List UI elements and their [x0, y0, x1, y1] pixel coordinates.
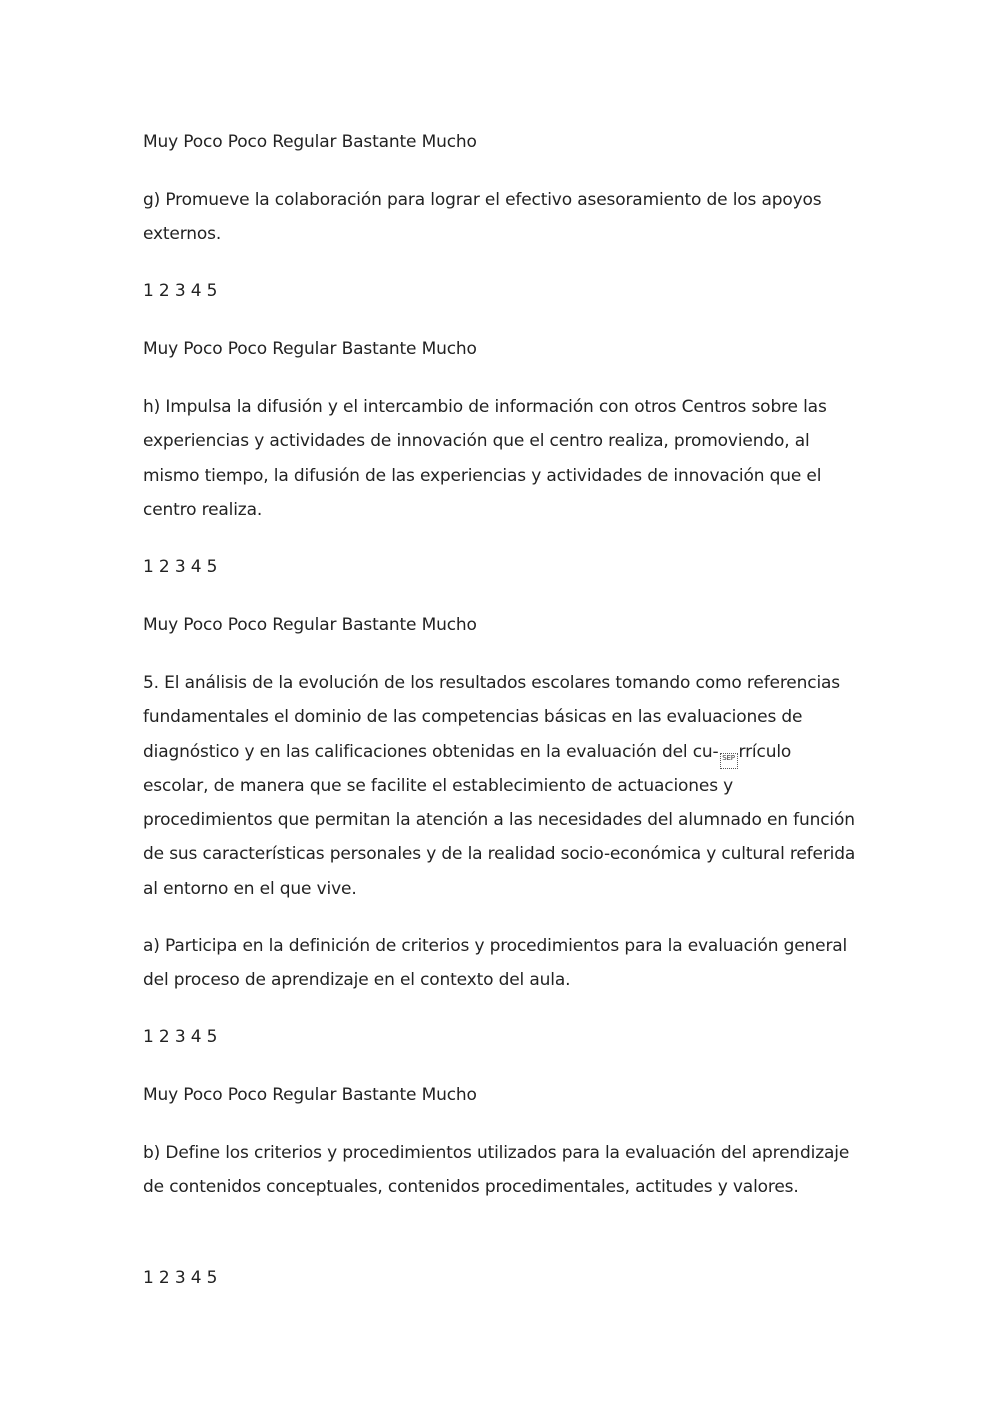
item-a-text: a) Participa en la definición de criterios y procedimientos para la evaluación general del proceso de aprendizaje en el contexto del aula. [143, 936, 848, 991]
rating-scale-numbers: 1 2 3 4 5 [143, 1027, 218, 1047]
section-5-text [143, 666, 858, 906]
section-5-part1: 5. El análisis de la evolución de los resultados escolares tomando como referencias fundamentales el dominio de las competencias básicas en las evaluaciones de diagnóstico y en las calificaciones obtenidas en la evaluación del cu- [143, 673, 840, 762]
rating-scale-labels: Muy Poco Poco Regular Bastante Mucho [143, 339, 477, 359]
sep-marker-icon: SEP [720, 753, 738, 769]
item-g-text: g) Promueve la colaboración para lograr el efectivo asesoramiento de los apoyos externos. [143, 190, 822, 245]
section-5-part2: rrículo escolar, de manera que se facilite el establecimiento de actuaciones y procedimientos que permitan la atención a las necesidades del alumnado en función de sus características personales y de la realidad socio-económica y cultural referida al entorno en el que vive. [143, 741, 856, 899]
rating-scale-numbers: 1 2 3 4 5 [143, 1268, 218, 1288]
rating-scale-labels: Muy Poco Poco Regular Bastante Mucho [143, 132, 477, 152]
item-b-text: b) Define los criterios y procedimientos utilizados para la evaluación del aprendizaje de contenidos conceptuales, contenidos procedimentales, actitudes y valores. [143, 1143, 850, 1198]
rating-scale-labels: Muy Poco Poco Regular Bastante Mucho [143, 1085, 477, 1105]
rating-scale-labels: Muy Poco Poco Regular Bastante Mucho [143, 615, 477, 635]
rating-scale-numbers: 1 2 3 4 5 [143, 557, 218, 577]
rating-scale-numbers: 1 2 3 4 5 [143, 281, 218, 301]
item-h-text: h) Impulsa la difusión y el intercambio de información con otros Centros sobre las experiencias y actividades de innovación que el centro realiza, promoviendo, al mismo tiempo, la difusión de las experiencias y actividades de innovación que el centro realiza. [143, 397, 827, 520]
